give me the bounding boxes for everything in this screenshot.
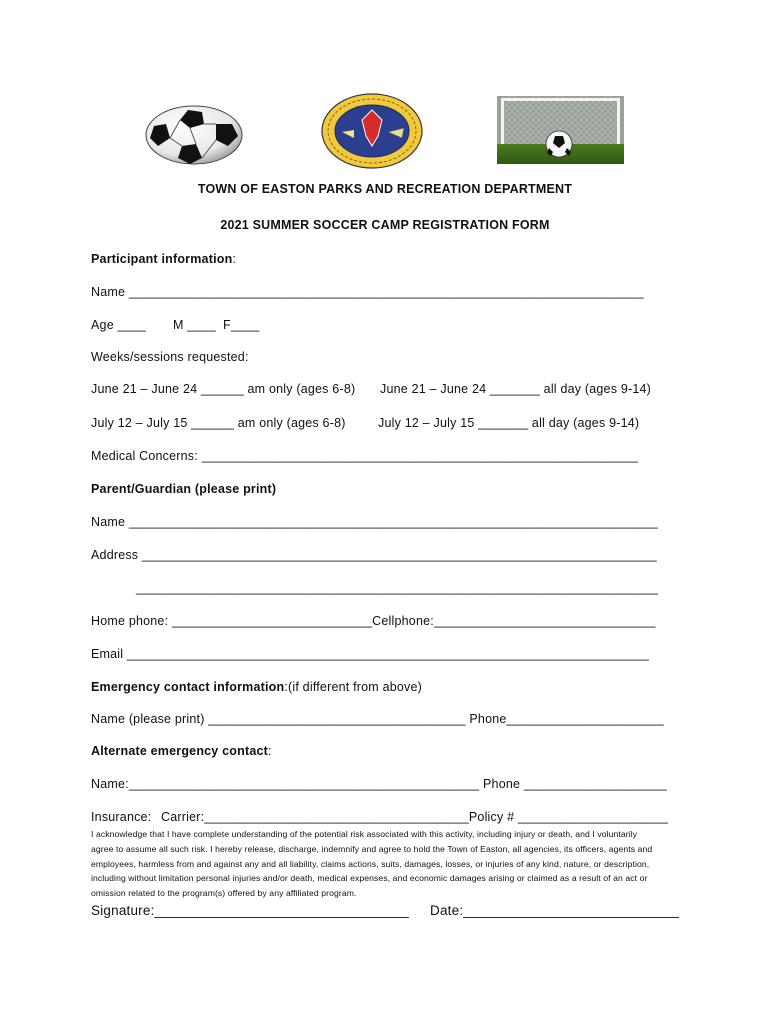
guardian-address-field-2[interactable]: _________________________________________________________________________ xyxy=(136,581,659,595)
waiver-line: employees, harmless from and against any and all liability, claims actions, suits, damages, losses, or injuries of any kind, nature, or description, xyxy=(91,858,650,869)
waiver-text xyxy=(91,827,691,901)
department-title: TOWN OF EASTON PARKS AND RECREATION DEPARTMENT xyxy=(197,182,573,196)
participant-heading-text: Participant information xyxy=(91,252,233,266)
waiver-line: agree to assume all such risk. I hereby release, discharge, indemnify and agree to hold the Town of Easton, all agencies, its officers, agents and xyxy=(91,843,653,854)
date-field[interactable]: Date:____________________________ xyxy=(430,903,680,918)
soccer-goal-photo xyxy=(497,96,624,164)
alternate-heading-colon: : xyxy=(268,744,272,758)
weeks-label: Weeks/sessions requested: xyxy=(91,350,249,364)
medical-concerns-field[interactable]: Medical Concerns: _____________________________________________________________ xyxy=(91,449,638,463)
emergency-heading-colon: : xyxy=(284,680,289,694)
town-seal-image xyxy=(320,92,424,170)
emergency-heading-text: Emergency contact information xyxy=(91,680,285,694)
emergency-note: (if different from above) xyxy=(288,680,422,694)
session-july-am-field[interactable]: July 12 – July 15 ______ am only (ages 6-8) xyxy=(91,416,346,430)
guardian-phone-field[interactable]: Home phone: ____________________________Cellphone:_______________________________ xyxy=(91,614,656,628)
soccer-ball-image xyxy=(144,104,244,166)
guardian-address-field[interactable]: Address ________________________________________________________________________ xyxy=(91,548,657,562)
waiver-line: omission related to the program(s) offered by any affiliated program. xyxy=(91,888,357,899)
male-field[interactable]: M ____ xyxy=(173,318,216,332)
waiver-line: including without limitation personal injuries and/or death, medical expenses, and economic damages arising or claimed as a result of an act or xyxy=(91,873,648,884)
form-title: 2021 SUMMER SOCCER CAMP REGISTRATION FORM xyxy=(220,218,550,232)
insurance-label: Insurance: xyxy=(91,810,152,824)
insurance-carrier-policy-field[interactable]: Carrier:_____________________________________Policy # _____________________ xyxy=(161,810,669,824)
guardian-heading: Parent/Guardian (please print) xyxy=(91,482,277,496)
signature-field[interactable]: Signature:_________________________________ xyxy=(91,903,409,918)
session-june-am-field[interactable]: June 21 – June 24 ______ am only (ages 6-8) xyxy=(91,382,356,396)
alternate-phone-field[interactable]: Phone ____________________ xyxy=(483,777,667,791)
waiver-line: I acknowledge that I have complete understanding of the potential risk associated with this activity, including injury or death, and I voluntarily xyxy=(91,829,638,839)
participant-heading-colon: : xyxy=(232,252,237,266)
guardian-name-field[interactable]: Name __________________________________________________________________________ xyxy=(91,515,659,529)
participant-heading xyxy=(91,252,236,266)
emergency-name-phone-field[interactable]: Name (please print) ____________________________________ Phone______________________ xyxy=(91,712,664,726)
emergency-heading xyxy=(91,680,288,694)
participant-name-field[interactable]: Name ________________________________________________________________________ xyxy=(91,285,644,299)
guardian-email-field[interactable]: Email _________________________________________________________________________ xyxy=(91,647,650,661)
alternate-name-field[interactable]: Name:_________________________________________________ xyxy=(91,777,480,791)
alternate-heading xyxy=(91,744,272,758)
session-july-allday-field[interactable]: July 12 – July 15 _______ all day (ages 9-14) xyxy=(378,416,640,430)
female-field[interactable]: F____ xyxy=(223,318,260,332)
alternate-heading-text: Alternate emergency contact xyxy=(91,744,268,758)
session-june-allday-field[interactable]: June 21 – June 24 _______ all day (ages 9-14) xyxy=(380,382,651,396)
age-field[interactable]: Age ____ xyxy=(91,318,147,332)
